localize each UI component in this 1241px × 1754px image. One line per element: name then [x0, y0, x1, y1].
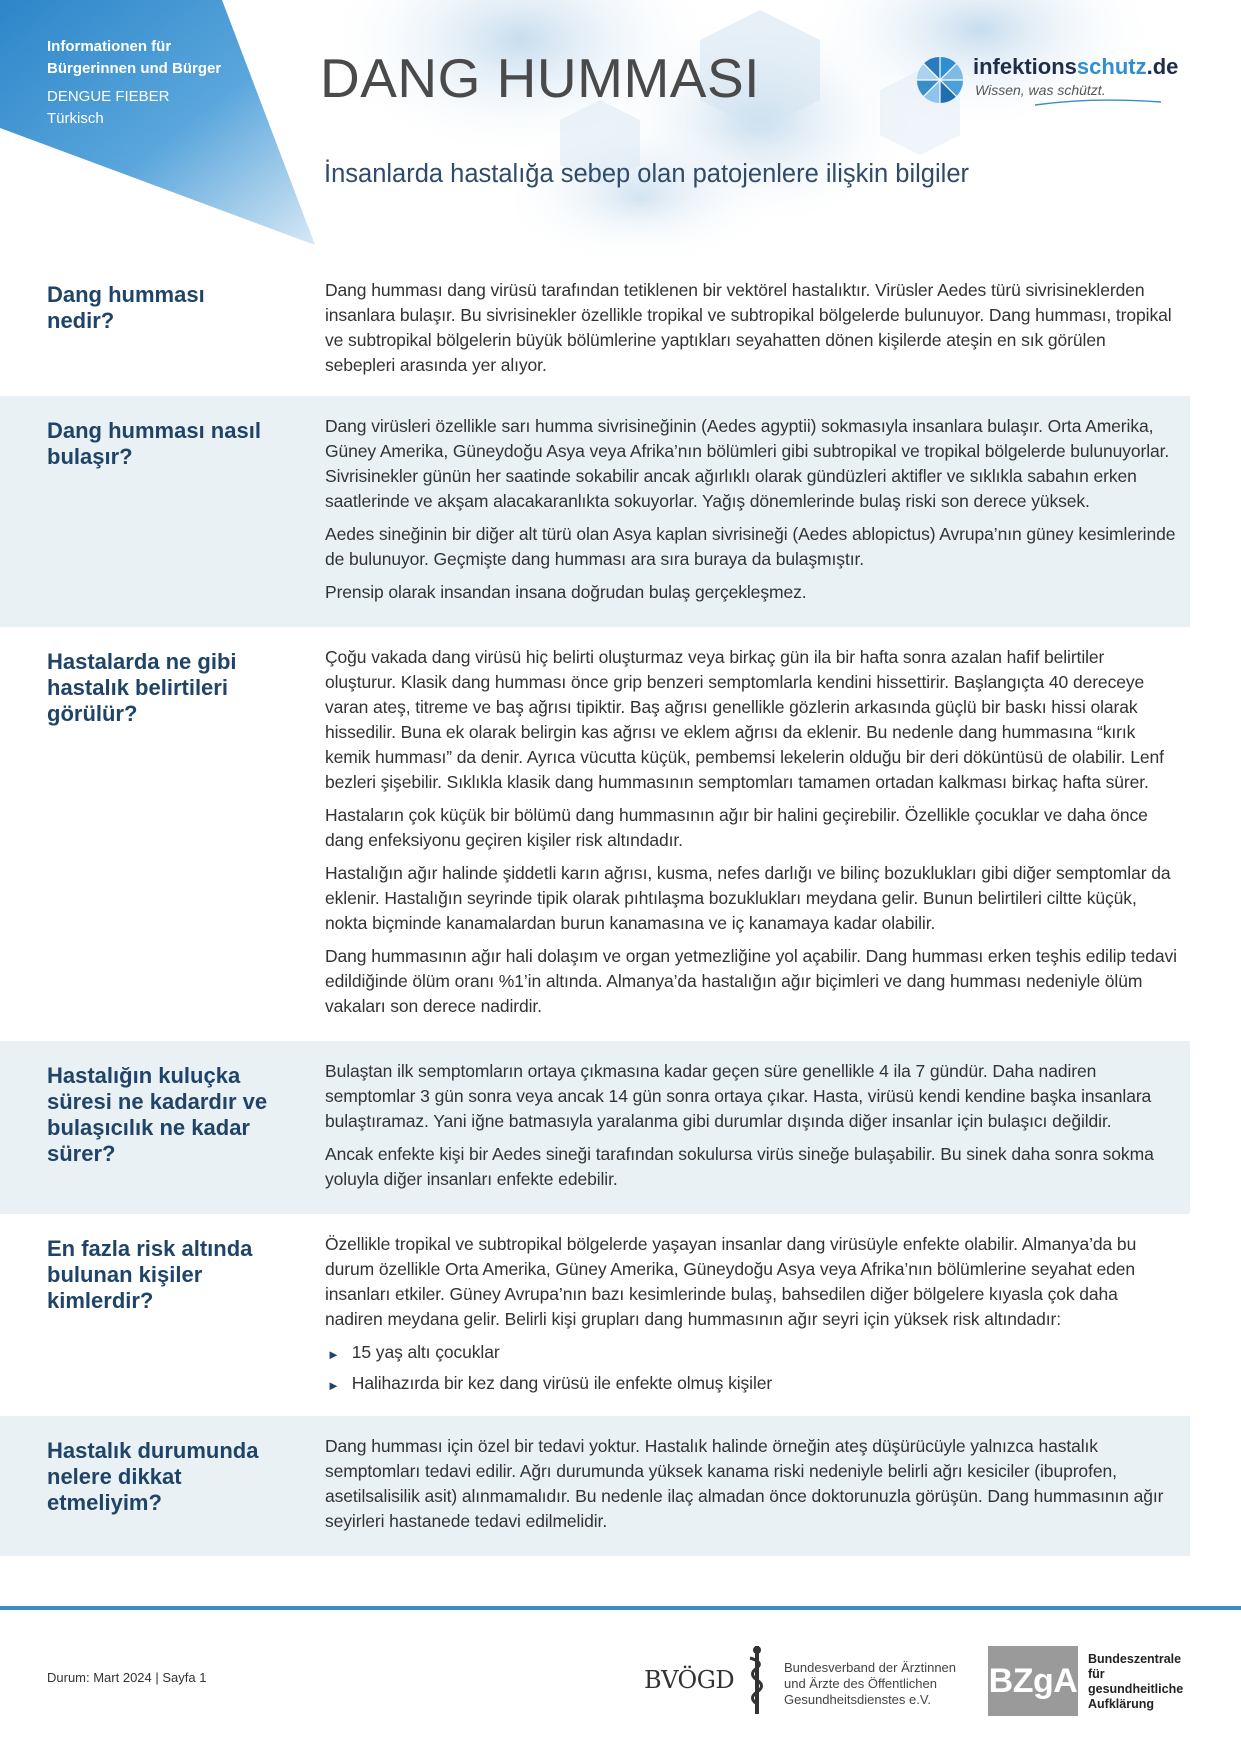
info-line-2: Bürgerinnen und Bürger — [47, 60, 222, 77]
logo-underline-swoosh — [1033, 98, 1163, 108]
footer-divider — [0, 1606, 1241, 1610]
answer-paragraph: Prensip olarak insandan insana doğrudan bulaş gerçekleşmez. — [325, 582, 807, 602]
infektionsschutz-logo[interactable] — [915, 52, 1195, 110]
section-symptoms — [0, 627, 1190, 1041]
list-item: ► Halihazırda bir kez dang virüsü ile enfekte olmuş kişiler — [325, 1371, 1178, 1398]
section-answer — [278, 270, 1190, 386]
section-answer — [278, 1426, 1190, 1542]
section-question: Dang humması nedir? — [47, 282, 205, 333]
section-question: Hastalarda ne gibi hastalık belirtileri görülür? — [47, 649, 237, 726]
page-subtitle: İnsanlarda hastalığa sebep olan patojenlere ilişkin bilgiler — [324, 160, 969, 188]
logo-name: infektionsschutz.de — [973, 54, 1179, 79]
answer-paragraph: Dang hummasının ağır hali dolaşım ve organ yetmezliğine yol açabilir. Dang humması erken teşhis edilip tedavi edildiğinde ölüm oranı %1’in altında. Almanya’da hastalığın ağır biçimleri ve dang humması nedeniyle ölüm vakaları son derece nadirdir. — [325, 946, 1177, 1016]
bvoegd-logo[interactable] — [644, 1644, 957, 1716]
page-title: DANG HUMMASI — [320, 47, 760, 109]
answer-paragraph: Hastalığın ağır halinde şiddetli karın ağrısı, kusma, nefes darlığı ve bilinç bozuklukları gibi diğer semptomlar da eklenir. Hastalığın seyrinde tipik olarak pıhtılaşma bozuklukları meydana gelir. Bunun belirtileri ciltte küçük, nokta biçminde kanamalardan burun kanamasına ve iç kanamaya kadar olabilir. — [325, 863, 1171, 933]
section-incubation — [0, 1041, 1190, 1214]
logo-tagline: Wissen, was schützt. — [975, 82, 1106, 98]
answer-paragraph: Aedes sineğinin bir diğer alt türü olan Asya kaplan sivrisineği (Aedes ablopictus) Avrupa’nın güney kesimlerinde de bulunuyor. Geçmişte dang humması ara sıra buraya da bulaşmıştır. — [325, 524, 1176, 569]
answer-paragraph: Dang humması için özel bir tedavi yoktur. Hastalık halinde örneğin ateş düşürücüyle yalnızca hastalık semptomları tedavi edilir. Ağrı durumunda yüksek kanama riski nedeniyle belirli ağrı kesiciler (ibuprofen, asetilsalisilik asit) alınmamalıdır. Bu nedenle ilaç almadan önce doktorunuzla görüşün. Dang hummasının ağır seyirleri hastanede tedavi edilmelidir. — [325, 1436, 1164, 1531]
staff-of-asclepius-icon — [742, 1644, 772, 1716]
section-what-is — [0, 270, 1190, 396]
section-question: Hastalık durumunda nelere dikkat etmeliyim? — [47, 1438, 259, 1515]
answer-paragraph: Dang humması dang virüsü tarafından tetiklenen bir vektörel hastalıktır. Virüsler Aedes türü sivrisineklerden insanlara bulaşır. Bu sivrisinekler özellikle tropikal ve subtropikal bölgelerde bulunuyor. Dang humması, tropikal ve subtropikal bölgelerin büyük bölümlerine yaptıkları seyahatten dönen kişilerde ateşin en sık görülen sebepleri arasında yer alıyor. — [325, 280, 1172, 375]
bzga-abbr: BZgA — [988, 1646, 1078, 1716]
footer-status: Durum: Mart 2024 | Sayfa 1 — [47, 1670, 207, 1685]
language-line-2: Türkisch — [47, 110, 104, 127]
section-answer — [278, 406, 1190, 613]
section-what-to-do — [0, 1416, 1190, 1556]
answer-paragraph: Özellikle tropikal ve subtropikal bölgelerde yaşayan insanlar dang virüsüyle enfekte olabilir. Almanya’da bu durum özellikle Orta Amerika, Güney Amerika, Güneydoğu Asya veya Afrika’nın bölümlerine seyahat eden insanları etkiler. Güney Avrupa’nın bazı kesimlerinde bulaş, bahsedilen diğer bölgelere kıyasla çok daha nadiren meydana gelir. Belirli kişi grupları dang hummasının ağır seyri için yüksek risk altındadır: — [325, 1234, 1137, 1329]
section-answer — [278, 637, 1190, 1027]
header-info-block — [47, 36, 221, 130]
bzga-name: Bundeszentrale für gesundheitliche Aufklärung — [1088, 1652, 1184, 1711]
segmented-circle-icon — [915, 55, 965, 105]
triangle-bullet-icon: ► — [327, 1378, 340, 1393]
section-risk-groups — [0, 1214, 1190, 1416]
faq-sections — [0, 270, 1190, 1556]
triangle-bullet-icon: ► — [327, 1347, 340, 1362]
answer-paragraph: Dang virüsleri özellikle sarı humma sivrisineğinin (Aedes agyptii) sokmasıyla insanlara bulaşır. Orta Amerika, Güney Amerika, Güneydoğu Asya veya Afrika’nın bölümleri gibi subtropikal ve tropikal bölgelerde bulunuyorlar. Sivrisinekler günün her saatinde sokabilir ancak ağırlıklı olarak gündüzleri aktifler ve sıklıkla sabahın erken saatlerinde ve akşam alacakaranlıkta sokuyorlar. Yağış dönemlerinde bulaş riski son derece yüksek. — [325, 416, 1170, 511]
section-question: En fazla risk altında bulunan kişiler kimlerdir? — [47, 1236, 253, 1313]
section-transmission — [0, 396, 1190, 627]
bvoegd-abbr: BVÖGD — [644, 1666, 735, 1694]
section-question: Dang humması nasıl bulaşır? — [47, 418, 261, 469]
section-question: Hastalığın kuluçka süresi ne kadardır ve bulaşıcılık ne kadar sürer? — [47, 1063, 268, 1166]
info-line-1: Informationen für — [47, 38, 172, 55]
answer-paragraph: Çoğu vakada dang virüsü hiç belirti oluşturmaz veya birkaç gün ila bir hafta sonra azalan hafif belirtiler oluşturur. Klasik dang humması önce grip benzeri semptomlarla kendini hissettirir. Başlangıçta 40 dereceye varan ateş, titreme ve baş ağrısı tipiktir. Baş ağrısı genellikle gözlerin arkasında güçlü bir baskı hissi olarak hissedilir. Buna ek olarak belirgin kas ağrısı ve eklem ağrısı da eklenir. Bu nedenle dang hummasına “kırık kemik humması” da denir. Ayrıca vücutta küçük, pembemsi lekelerin olduğu bir deri döküntüsü de olabilir. Lenf bezleri şişebilir. Sıklıkla klasik dang hummasının semptomları tamamen ortadan kalkması birkaç hafta sürer. — [325, 647, 1164, 792]
bvoegd-name: Bundesverband der Ärztinnen und Ärzte des Öffentlichen Gesundheitsdienstes e.V. — [784, 1660, 957, 1707]
answer-paragraph: Hastaların çok küçük bir bölümü dang hummasının ağır bir halini geçirebilir. Özellikle çocuklar ve daha önce dang enfeksiyonu geçiren kişiler risk altındadır. — [325, 805, 1148, 850]
language-line-1: DENGUE FIEBER — [47, 88, 170, 105]
section-answer — [278, 1051, 1190, 1200]
section-answer — [278, 1224, 1190, 1402]
answer-paragraph: Bulaştan ilk semptomların ortaya çıkmasına kadar geçen süre genellikle 4 ila 7 gündür. Daha nadiren semptomlar 3 gün sonra veya ancak 14 gün sonra ortaya çıkar. Hasta, virüsü kendi kendine başka insanlara bulaştıramaz. Yani iğne batmasıyla yaralanma gibi durumlar dışında diğer insanlar için bulaşıcı değildir. — [325, 1061, 1152, 1131]
risk-list — [325, 1340, 1178, 1398]
answer-paragraph: Ancak enfekte kişi bir Aedes sineği tarafından sokulursa virüs sineğe bulaşabilir. Bu sinek daha sonra sokma yoluyla diğer insanları enfekte edebilir. — [325, 1144, 1154, 1189]
list-item: ► 15 yaş altı çocuklar — [325, 1340, 1178, 1367]
